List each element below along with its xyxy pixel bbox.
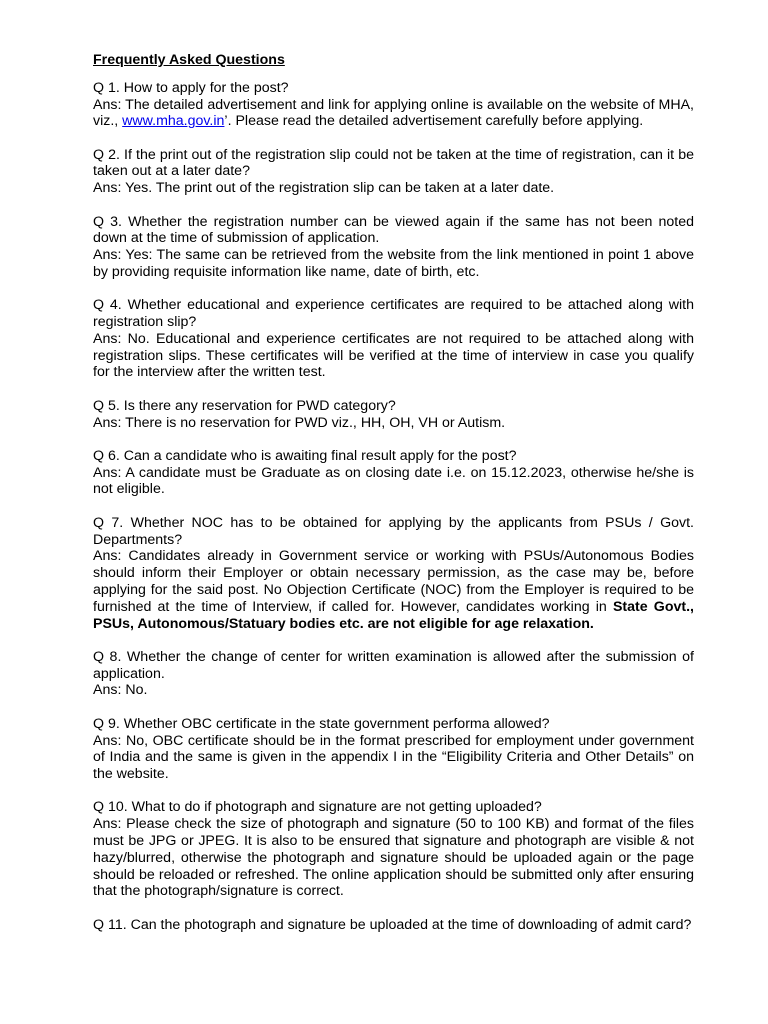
- question-8: Q 8. Whether the change of center for written examination is allowed after the submission of application.: [93, 648, 694, 682]
- faq-item-7: [93, 515, 694, 633]
- question-9: Q 9. Whether OBC certificate in the state government performa allowed?: [93, 715, 550, 732]
- faq-item-2: [93, 147, 694, 197]
- answer-3: Ans: Yes: The same can be retrieved from the website from the link mentioned in point 1 above by providing requisite information like name, date of birth, etc.: [93, 247, 694, 280]
- answer-8: Ans: No.: [93, 682, 148, 699]
- answer-1-text-end: ’. Please read the detailed advertisement carefully before applying.: [224, 113, 644, 130]
- answer-5: Ans: There is no reservation for PWD viz., HH, OH, VH or Autism.: [93, 414, 506, 431]
- answer-9: Ans: No, OBC certificate should be in the format prescribed for employment under government of India and the same is given in the appendix I in the “Eligibility Criteria and Other Details” on the website.: [93, 732, 694, 783]
- question-10: Q 10. What to do if photograph and signature are not getting uploaded?: [93, 799, 542, 816]
- faq-item-10: [93, 799, 694, 900]
- faq-item-5: [93, 398, 694, 432]
- faq-item-3: [93, 214, 694, 281]
- answer-4: Ans: No. Educational and experience certificates are not required to be attached along with registration slips. These certificates will be verified at the time of interview in case you qualify for the interview after the written test.: [93, 330, 694, 381]
- faq-item-9: [93, 716, 694, 783]
- faq-item-1: [93, 80, 694, 130]
- answer-2: Ans: Yes. The print out of the registration slip can be taken at a later date.: [93, 180, 555, 197]
- question-5: Q 5. Is there any reservation for PWD category?: [93, 397, 396, 414]
- answer-1-text: Ans: The detailed advertisement and link for applying online is available on the website of MHA, viz.,: [93, 96, 694, 130]
- document-page: [93, 52, 694, 950]
- answer-6: Ans: A candidate must be Graduate as on closing date i.e. on 15.12.2023, otherwise he/she is not eligible.: [93, 464, 694, 498]
- mha-website-link[interactable]: www.mha.gov.in: [122, 113, 225, 130]
- question-7: Q 7. Whether NOC has to be obtained for applying by the applicants from PSUs / Govt. Departments?: [93, 514, 694, 548]
- page-title: Frequently Asked Questions: [93, 52, 285, 68]
- faq-item-6: [93, 448, 694, 498]
- answer-7-bold-text: State Govt., PSUs, Autonomous/Statuary bodies etc. are not eligible for age relaxation.: [93, 598, 694, 632]
- faq-item-4: [93, 297, 694, 381]
- question-3: Q 3. Whether the registration number can be viewed again if the same has not been noted down at the time of submission of application.: [93, 213, 694, 247]
- question-11: Q 11. Can the photograph and signature be uploaded at the time of downloading of admit card?: [93, 916, 692, 933]
- question-1: Q 1. How to apply for the post?: [93, 79, 289, 96]
- faq-item-8: [93, 649, 694, 699]
- answer-10: Ans: Please check the size of photograph and signature (50 to 100 KB) and format of the files must be JPG or JPEG. It is also to be ensured that signature and photograph are visible & not hazy/blurred, otherwise the photograph and signature should be uploaded again or the page should be reloaded or refreshed. The online application should be submitted only after ensuring that the photograph/signature is correct.: [93, 816, 694, 900]
- answer-1: [93, 97, 694, 131]
- faq-item-11: [93, 917, 694, 934]
- question-2: Q 2. If the print out of the registration slip could not be taken at the time of registration, can it be taken out at a later date?: [93, 146, 694, 180]
- question-6: Q 6. Can a candidate who is awaiting final result apply for the post?: [93, 447, 517, 464]
- answer-7-text: Ans: Candidates already in Government service or working with PSUs/Autonomous Bodies should inform their Employer or obtain necessary permission, as the case may be, before applying for the said post. No Objection Certificate (NOC) from the Employer is required to be furnished at the time of Interview, if called for. However, candidates working in: [93, 548, 694, 615]
- question-4: Q 4. Whether educational and experience certificates are required to be attached along with registration slip?: [93, 297, 694, 331]
- answer-7: [93, 548, 694, 632]
